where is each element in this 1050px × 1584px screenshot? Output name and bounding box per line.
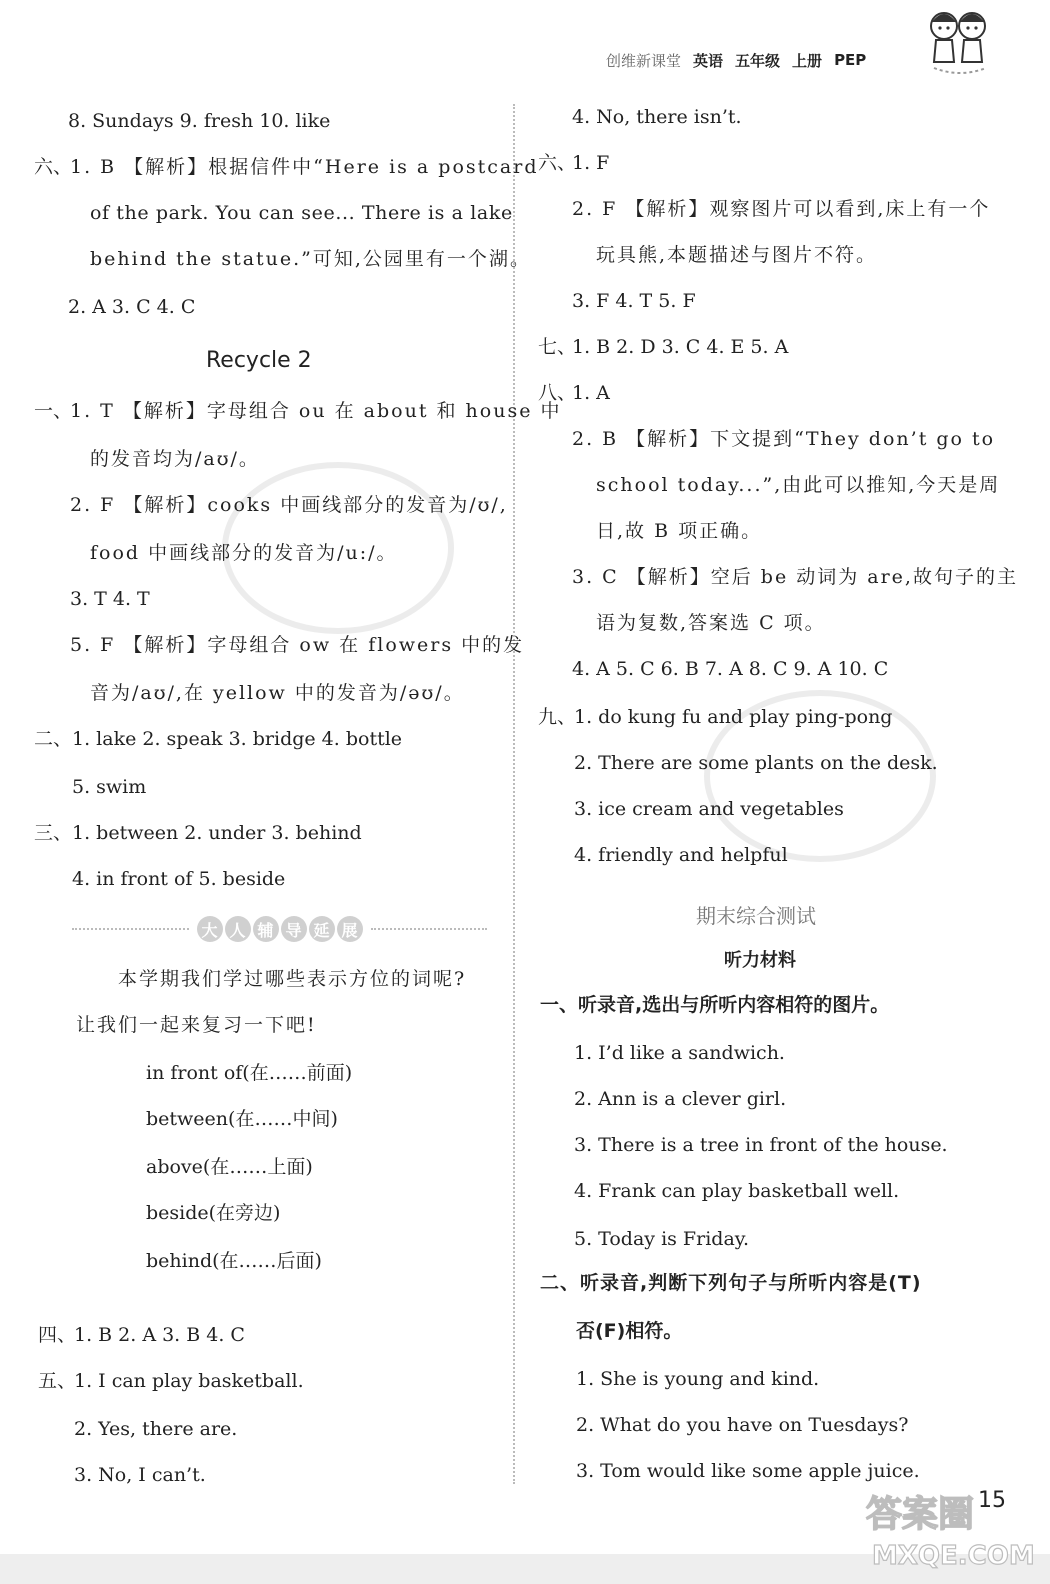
listening-line: 1. I’d like a sandwich.: [574, 1042, 785, 1064]
question-heading: 否(F)相符。: [576, 1320, 683, 1342]
answer-line: 1. between 2. under 3. behind: [72, 822, 362, 844]
answer-line: 2. F 【解析】cooks 中画线部分的发音为/ʊ/,: [70, 494, 508, 516]
answer-line: behind the statue.”可知,公园里有一个湖。: [90, 248, 531, 270]
answer-line: of the park. You can see... There is a lake: [90, 202, 513, 224]
section-label: 六、: [34, 156, 73, 178]
banner-rule: [72, 928, 189, 930]
answer-line: 5. F 【解析】字母组合 ow 在 flowers 中的发: [70, 634, 525, 656]
banner-char: 人: [225, 916, 251, 942]
vocab-item: in front of(在……前面): [146, 1062, 353, 1084]
answer-line: 1. lake 2. speak 3. bridge 4. bottle: [72, 728, 403, 750]
section-label: 一、: [34, 400, 73, 422]
listening-line: 3. There is a tree in front of the house.: [574, 1134, 948, 1156]
answer-line: 1. I can play basketball.: [74, 1370, 304, 1392]
answer-line: 2. F 【解析】观察图片可以看到,床上有一个: [572, 198, 991, 220]
listening-line: 5. Today is Friday.: [574, 1228, 750, 1250]
answer-line: 1. T 【解析】字母组合 ou 在 about 和 house 中: [70, 400, 562, 422]
banner-badges: [197, 916, 363, 942]
vocab-item: behind(在……后面): [146, 1250, 322, 1272]
listening-line: 3. Tom would like some apple juice.: [576, 1460, 920, 1482]
answer-line: 8. Sundays 9. fresh 10. like: [68, 110, 331, 132]
answer-line: 4. in front of 5. beside: [72, 868, 286, 890]
answer-line: 音为/aʊ/,在 yellow 中的发音为/əʊ/。: [90, 682, 465, 704]
section-heading: Recycle 2: [206, 348, 312, 373]
section-label: 九、: [538, 706, 577, 728]
listening-title: 听力材料: [724, 950, 796, 971]
answer-line: 2. Yes, there are.: [74, 1418, 238, 1440]
answer-line: 4. friendly and helpful: [574, 844, 788, 866]
listening-line: 1. She is young and kind.: [576, 1368, 820, 1390]
kids-mascot-icon: [920, 4, 1000, 80]
vocab-item: between(在……中间): [146, 1108, 338, 1130]
answer-line: 4. No, there isn’t.: [572, 106, 742, 128]
extend-paragraph: 让我们一起来复习一下吧!: [76, 1014, 317, 1036]
banner-char: 展: [337, 916, 363, 942]
answer-line: 的发音均为/aʊ/。: [90, 448, 260, 470]
page-number: 15: [978, 1488, 1006, 1513]
answer-line: food 中画线部分的发音为/u:/。: [90, 542, 398, 564]
header-grade: 五年级: [735, 51, 781, 70]
answer-line: 1. F: [572, 152, 610, 174]
listening-line: 2. Ann is a clever girl.: [574, 1088, 787, 1110]
answer-line: 3. F 4. T 5. F: [572, 290, 696, 312]
vocab-item: above(在……上面): [146, 1156, 313, 1178]
banner-char: 大: [197, 916, 223, 942]
header-subject: 英语: [693, 51, 724, 70]
section-label: 八、: [538, 382, 577, 404]
answer-line: 2. There are some plants on the desk.: [574, 752, 938, 774]
answer-line: 1. B 2. D 3. C 4. E 5. A: [572, 336, 789, 358]
extend-paragraph: 本学期我们学过哪些表示方位的词呢?: [118, 968, 467, 990]
answer-line: 1. B 【解析】根据信件中“Here is a postcard: [70, 156, 539, 178]
header-edition: PEP: [834, 51, 867, 69]
answer-line: 2. B 【解析】下文提到“They don’t go to: [572, 428, 996, 450]
watermark-text: 答案圈: [866, 1494, 975, 1535]
listening-line: 4. Frank can play basketball well.: [574, 1180, 900, 1202]
header-term: 上册: [792, 51, 823, 70]
answer-line: school today...”,由此可以推知,今天是周: [596, 474, 1001, 496]
answer-line: 1. B 2. A 3. B 4. C: [74, 1324, 245, 1346]
answer-line: 语为复数,答案选 C 项。: [596, 612, 826, 634]
section-label: 四、: [38, 1324, 77, 1346]
listening-line: 2. What do you have on Tuesdays?: [576, 1414, 909, 1436]
watermark-url: MXQE.COM: [872, 1541, 1035, 1571]
answer-line: 1. do kung fu and play ping-pong: [574, 706, 893, 728]
vocab-item: beside(在旁边): [146, 1202, 281, 1224]
section-label: 二、: [34, 728, 73, 750]
exam-title: 期末综合测试: [696, 904, 816, 928]
answer-line: 1. A: [572, 382, 610, 404]
answer-line: 3. No, I can’t.: [74, 1464, 206, 1486]
question-heading: 一、听录音,选出与所听内容相符的图片。: [540, 994, 890, 1016]
answer-line: 2. A 3. C 4. C: [68, 296, 196, 318]
answer-line: 日,故 B 项正确。: [596, 520, 763, 542]
section-label: 六、: [538, 152, 577, 174]
answer-line: 3. C 【解析】空后 be 动词为 are,故句子的主: [572, 566, 1018, 588]
banner-rule: [371, 928, 488, 930]
banner-char: 辅: [253, 916, 279, 942]
answer-line: 3. ice cream and vegetables: [574, 798, 844, 820]
banner-char: 导: [281, 916, 307, 942]
extend-banner: [72, 914, 487, 944]
column-divider: [513, 104, 515, 1484]
page-header: [606, 48, 866, 72]
answer-line: 4. A 5. C 6. B 7. A 8. C 9. A 10. C: [572, 658, 889, 680]
question-heading: 二、听录音,判断下列句子与所听内容是(T): [540, 1272, 922, 1294]
header-brand: 创维新课堂: [606, 51, 682, 70]
answer-line: 玩具熊,本题描述与图片不符。: [596, 244, 878, 266]
section-label: 三、: [34, 822, 73, 844]
answer-line: 5. swim: [72, 776, 147, 798]
section-label: 七、: [538, 336, 577, 358]
answer-line: 3. T 4. T: [70, 588, 150, 610]
section-label: 五、: [38, 1370, 77, 1392]
banner-char: 延: [309, 916, 335, 942]
watermark-logo-icon: [862, 1484, 1040, 1574]
